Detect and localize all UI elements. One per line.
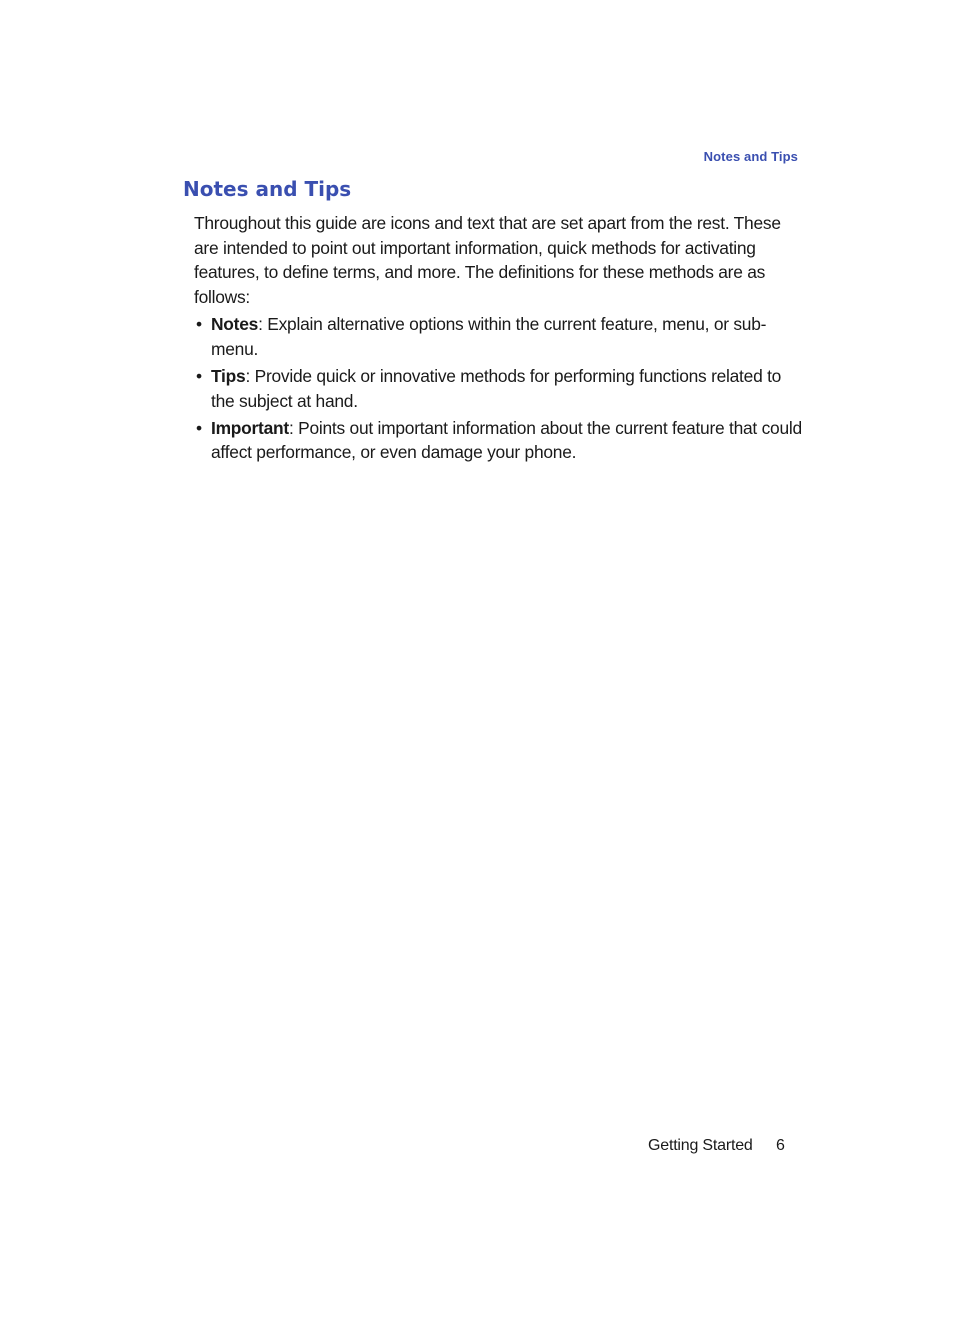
term-notes: Notes: [211, 314, 259, 335]
list-item-tips: [194, 364, 804, 413]
bullet-icon: •: [196, 417, 202, 438]
list-item-important: [194, 416, 804, 465]
section-body: [194, 211, 804, 467]
bullet-icon: •: [196, 366, 202, 387]
definition-tips: : Provide quick or innovative methods for performing functions related to the subject at hand.: [211, 366, 782, 411]
definition-important: : Points out important information about the current feature that could affect performance, or even damage your phone.: [211, 417, 802, 463]
term-tips: Tips: [211, 366, 246, 387]
page-number: 6: [776, 1137, 785, 1154]
bullet-icon: •: [196, 314, 202, 335]
intro-paragraph: Throughout this guide are icons and text that are set apart from the rest. These are intended to point out important information, quick methods for activating features, to define terms, and more. The definitions for these methods are as follows:: [194, 213, 781, 307]
list-item-notes: [194, 312, 804, 361]
footer-chapter: Getting Started: [648, 1137, 753, 1154]
definitions-list: [194, 312, 804, 465]
term-important: Important: [211, 417, 289, 438]
section-title: Notes and Tips: [183, 177, 352, 201]
definition-notes: : Explain alternative options within the current feature, menu, or sub-menu.: [211, 314, 767, 359]
running-header: Notes and Tips: [703, 149, 798, 164]
